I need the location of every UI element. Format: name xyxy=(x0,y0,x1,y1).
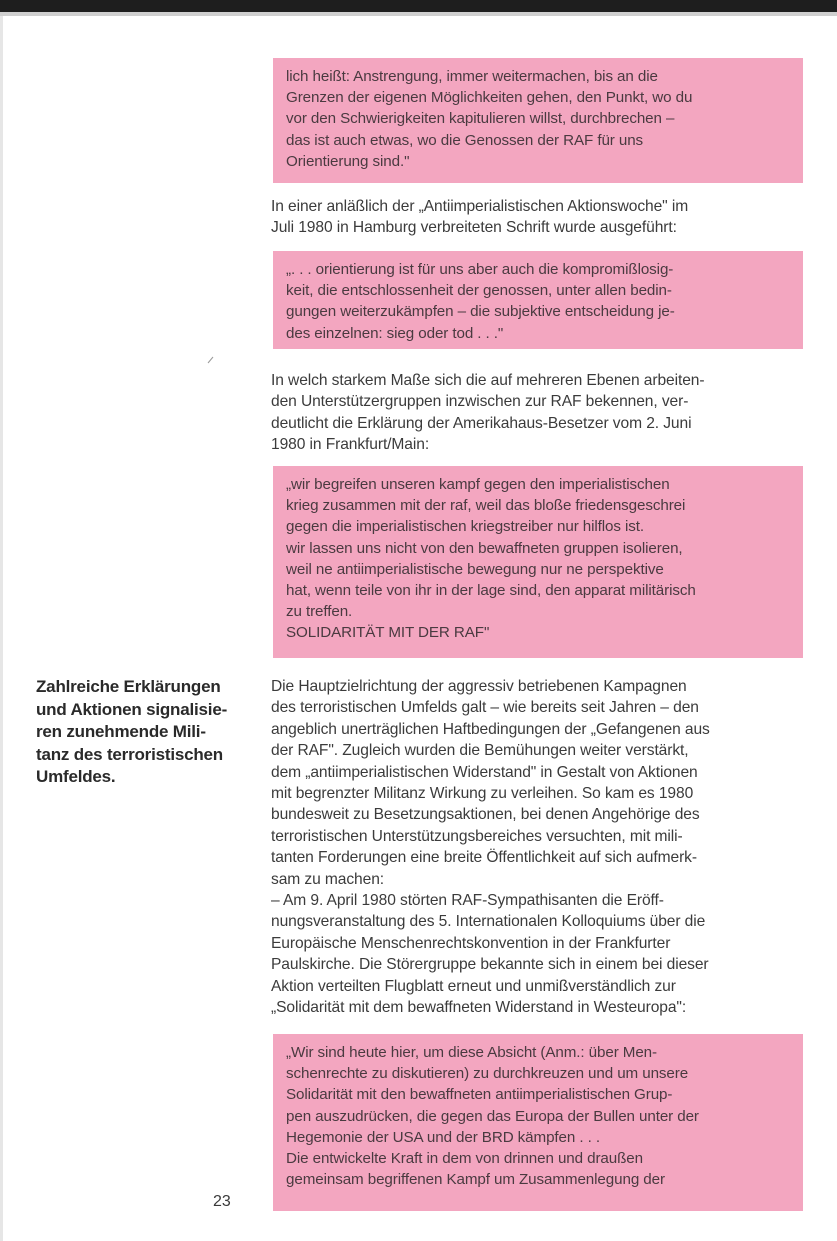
quote-line: hat, wenn teile von ihr in der lage sind, den apparat militärisch xyxy=(286,582,696,600)
quote-block-1 xyxy=(273,58,803,183)
quote-line: pen auszudrücken, die gegen das Europa der Bullen unter der xyxy=(286,1107,699,1125)
quote-line: gemeinsam begriffenen Kampf um Zusammenlegung der xyxy=(286,1171,665,1189)
heading-line: tanz des terroristischen xyxy=(36,744,223,764)
quote-line: zu treffen. xyxy=(286,603,353,621)
scan-top-shadow xyxy=(0,12,837,16)
quote-line: wir lassen uns nicht von den bewaffneten gruppen isolieren, xyxy=(286,539,683,557)
text-line: terroristischen Unterstützungsbereiches versuchten, mit mili- xyxy=(271,827,683,845)
margin-heading xyxy=(36,676,251,789)
quote-line: des einzelnen: sieg oder tod . . ." xyxy=(286,324,504,342)
text-line: Die Hauptzielrichtung der aggressiv betriebenen Kampagnen xyxy=(271,678,687,695)
margin-mark xyxy=(207,356,215,364)
paragraph-2 xyxy=(271,370,803,456)
text-line: mit begrenzter Militanz Wirkung zu verleihen. So kam es 1980 xyxy=(271,785,694,803)
page-number: 23 xyxy=(213,1193,231,1210)
paragraph-1 xyxy=(271,196,803,239)
text-line: In welch starkem Maße sich die auf mehreren Ebenen arbeiten- xyxy=(271,372,705,389)
text-line: dem „antiimperialistischen Widerstand" in Gestalt von Aktionen xyxy=(271,763,698,781)
quote-line: gungen weiterzukämpfen – die subjektive entscheidung je- xyxy=(286,303,675,321)
quote-line: weil ne antiimperialistische bewegung nur ne perspektive xyxy=(286,560,664,578)
heading-line: ren zunehmende Mili- xyxy=(36,722,206,742)
quote-line: krieg zusammen mit der raf, weil das bloße friedensgeschrei xyxy=(286,497,686,515)
scan-top-edge xyxy=(0,0,837,12)
quote-line: das ist auch etwas, wo die Genossen der RAF für uns xyxy=(286,131,644,149)
text-line: – Am 9. April 1980 störten RAF-Sympathisanten die Eröff- xyxy=(271,892,664,910)
text-line: bundesweit zu Besetzungsaktionen, bei denen Angehörige des xyxy=(271,806,700,824)
quote-line: Grenzen der eigenen Möglichkeiten gehen, den Punkt, wo du xyxy=(286,89,693,107)
heading-line: Zahlreiche Erklärungen xyxy=(36,677,221,696)
text-line: Aktion verteilten Flugblatt erneut und unmißverständlich zur xyxy=(271,977,676,995)
text-line: den Unterstützergruppen inzwischen zur RAF bekennen, ver- xyxy=(271,393,689,411)
quote-line: schenrechte zu diskutieren) zu durchkreuzen und um unsere xyxy=(286,1065,689,1083)
quote-line: Hegemonie der USA und der BRD kämpfen . . . xyxy=(286,1128,600,1146)
heading-line: Umfeldes. xyxy=(36,767,116,787)
paragraph-3 xyxy=(271,676,803,1019)
quote-line: „wir begreifen unseren kampf gegen den imperialistischen xyxy=(286,476,670,493)
text-line: der RAF". Zugleich wurden die Bemühungen weiter verstärkt, xyxy=(271,742,689,760)
quote-line: „Wir sind heute hier, um diese Absicht (Anm.: über Men- xyxy=(286,1044,657,1061)
heading-line: und Aktionen signalisie- xyxy=(36,699,228,719)
text-line: angeblich unerträglichen Haftbedingungen der „Gefangenen aus xyxy=(271,720,710,738)
quote-line: vor den Schwierigkeiten kapitulieren willst, durchbrechen – xyxy=(286,110,675,128)
quote-line: lich heißt: Anstrengung, immer weitermachen, bis an die xyxy=(286,68,658,85)
text-line: sam zu machen: xyxy=(271,870,385,888)
quote-line: Orientierung sind." xyxy=(286,152,410,170)
quote-line: keit, die entschlossenheit der genossen, unter allen bedin- xyxy=(286,282,672,300)
text-line: „Solidarität mit dem bewaffneten Widerstand in Westeuropa": xyxy=(271,999,687,1017)
text-line: tanten Forderungen eine breite Öffentlichkeit auf sich aufmerk- xyxy=(271,849,697,867)
quote-line: Die entwickelte Kraft in dem von drinnen und draußen xyxy=(286,1150,643,1168)
text-line: deutlicht die Erklärung der Amerikahaus-Besetzer vom 2. Juni xyxy=(271,414,692,432)
page-left-edge xyxy=(0,16,3,1241)
text-line: nungsveranstaltung des 5. Internationalen Kolloquiums über die xyxy=(271,913,706,931)
quote-block-4 xyxy=(273,1034,803,1211)
text-line: Europäische Menschenrechtskonvention in der Frankfurter xyxy=(271,934,671,952)
text-line: Juli 1980 in Hamburg verbreiteten Schrift wurde ausgeführt: xyxy=(271,219,677,237)
quote-line: SOLIDARITÄT MIT DER RAF" xyxy=(286,624,490,642)
quote-line: gegen die imperialistischen kriegstreiber nur hilflos ist. xyxy=(286,518,645,536)
text-line: In einer anläßlich der „Antiimperialistischen Aktionswoche" im xyxy=(271,198,689,215)
text-line: 1980 in Frankfurt/Main: xyxy=(271,436,430,454)
text-line: Paulskirche. Die Störergruppe bekannte sich in einem bei dieser xyxy=(271,956,709,974)
quote-line: „. . . orientierung ist für uns aber auch die kompromißlosig- xyxy=(286,261,674,278)
quote-line: Solidarität mit den bewaffneten antiimperialistischen Grup- xyxy=(286,1086,673,1104)
text-line: des terroristischen Umfelds galt – wie bereits seit Jahren – den xyxy=(271,699,699,717)
quote-block-3 xyxy=(273,466,803,658)
quote-block-2 xyxy=(273,251,803,349)
